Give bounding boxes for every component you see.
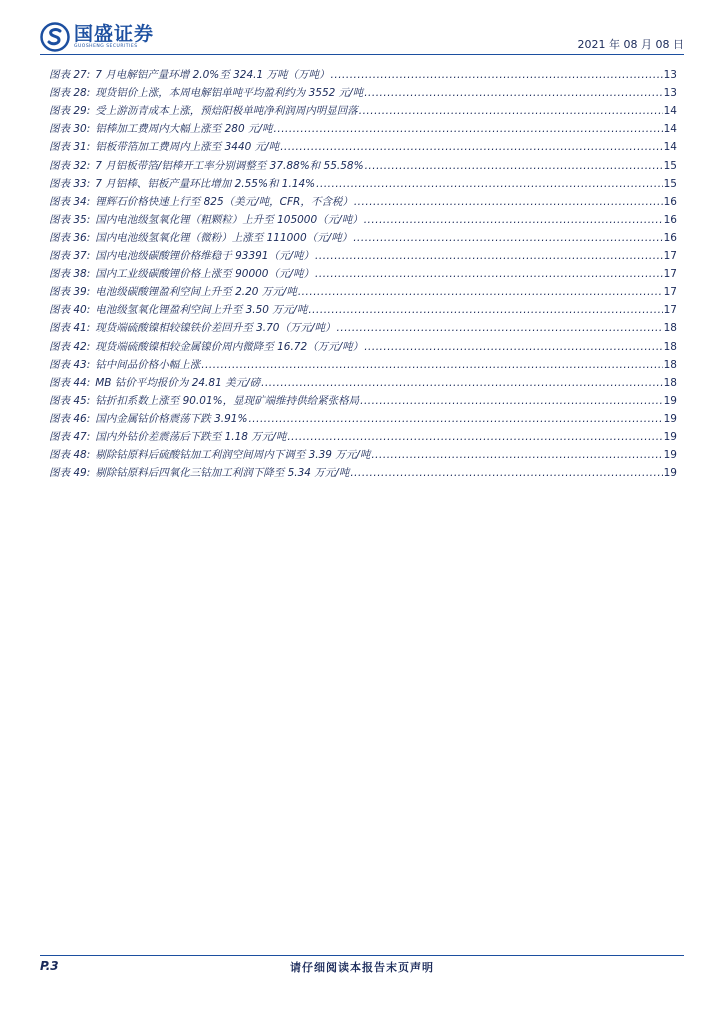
toc-entry-title: 7 月电解铝产量环增 2.0%至 324.1 万吨（万吨） — [95, 69, 330, 82]
toc-entry-title: 锂辉石价格快速上行至 825（美元/吨，CFR，不含税） — [95, 195, 353, 208]
toc-leader-dots — [274, 123, 663, 136]
toc-entry-page: 17 — [663, 286, 677, 299]
toc-entry[interactable] — [49, 118, 677, 136]
logo-chinese-name: 国盛证券 — [74, 23, 155, 45]
toc-entry-label: 图表 43: — [49, 358, 91, 371]
toc-entry-page: 16 — [663, 213, 677, 226]
toc-entry[interactable] — [49, 444, 677, 462]
toc-leader-dots — [354, 196, 663, 209]
toc-entry-page: 17 — [663, 268, 677, 281]
toc-entry-page: 19 — [663, 412, 677, 425]
toc-entry[interactable] — [49, 191, 677, 209]
toc-entry-title: 国内金属钴价格震荡下跌 3.91% — [95, 412, 248, 425]
toc-entry-title: 国内工业级碳酸锂价格上涨至 90000（元/吨） — [95, 268, 315, 281]
toc-entry-title: 现货铝价上涨，本周电解铝单吨平均盈利约为 3552 元/吨 — [95, 87, 364, 100]
toc-leader-dots — [364, 214, 663, 227]
toc-entry[interactable] — [49, 354, 677, 372]
toc-entry-page: 17 — [663, 304, 677, 317]
toc-leader-dots — [331, 69, 663, 82]
toc-leader-dots — [280, 141, 662, 154]
toc-entry-title: 电池级碳酸锂盈利空间上升至 2.20 万元/吨 — [95, 286, 297, 299]
toc-entry-page: 13 — [663, 69, 677, 82]
toc-entry[interactable] — [49, 462, 677, 480]
toc-entry-title: 剔除钴原料后四氧化三钴加工利润下降至 5.34 万元/吨 — [95, 467, 350, 480]
toc-leader-dots — [201, 359, 662, 372]
toc-leader-dots — [364, 87, 662, 100]
toc-entry-label: 图表 36: — [49, 231, 91, 244]
toc-entry-label: 图表 33: — [49, 177, 91, 190]
toc-entry-page: 14 — [663, 123, 677, 136]
toc-entry-page: 16 — [663, 195, 677, 208]
toc-leader-dots — [315, 268, 663, 281]
toc-leader-dots — [261, 377, 663, 390]
toc-entry-page: 13 — [663, 87, 677, 100]
toc-entry-label: 图表 42: — [49, 340, 91, 353]
toc-entry-title: 国内外钴价差震荡后下跌至 1.18 万元/吨 — [95, 430, 287, 443]
toc-entry-title: 铝棒加工费周内大幅上涨至 280 元/吨 — [95, 123, 273, 136]
toc-entry-page: 19 — [663, 394, 677, 407]
toc-entry-label: 图表 46: — [49, 412, 91, 425]
toc-entry-page: 15 — [663, 159, 677, 172]
toc-entry-title: 钴折扣系数上涨至 90.01%，显现矿端维持供给紧张格局 — [95, 394, 360, 407]
toc-leader-dots — [364, 341, 662, 354]
toc-entry-label: 图表 27: — [49, 69, 91, 82]
toc-entry-title: MB 钴价平均报价为 24.81 美元/磅 — [95, 376, 261, 389]
chart-index-list — [49, 64, 677, 480]
toc-entry[interactable] — [49, 82, 677, 100]
toc-entry-page: 19 — [663, 467, 677, 480]
toc-entry-page: 14 — [663, 141, 677, 154]
toc-entry[interactable] — [49, 245, 677, 263]
toc-entry-label: 图表 35: — [49, 213, 91, 226]
toc-entry-label: 图表 41: — [49, 322, 91, 335]
toc-entry-label: 图表 30: — [49, 123, 91, 136]
toc-entry-page: 18 — [663, 376, 677, 389]
toc-entry-title: 钴中间品价格小幅上涨 — [95, 358, 201, 371]
toc-entry-title: 受上游沥青成本上涨，预焙阳极单吨净利润周内明显回落 — [95, 105, 358, 118]
toc-entry-title: 剔除钴原料后硫酸钴加工利润空间周内下调至 3.39 万元/吨 — [95, 449, 371, 462]
toc-entry[interactable] — [49, 154, 677, 172]
disclaimer-note: 请仔细阅读本报告末页声明 — [290, 961, 434, 974]
toc-entry[interactable] — [49, 173, 677, 191]
toc-leader-dots — [371, 449, 662, 462]
company-logo — [40, 22, 154, 52]
toc-leader-dots — [248, 413, 662, 426]
toc-entry-label: 图表 31: — [49, 141, 91, 154]
toc-leader-dots — [337, 322, 663, 335]
toc-entry-title: 电池级氢氧化锂盈利空间上升至 3.50 万元/吨 — [95, 304, 308, 317]
toc-entry-label: 图表 49: — [49, 467, 91, 480]
footer-divider — [40, 955, 684, 956]
report-date: 2021 年 08 月 08 日 — [577, 38, 684, 51]
toc-entry[interactable] — [49, 317, 677, 335]
toc-entry-label: 图表 28: — [49, 87, 91, 100]
toc-entry[interactable] — [49, 390, 677, 408]
toc-entry-title: 7 月铝板带箔/铝棒开工率分别调整至 37.88%和 55.58% — [95, 159, 364, 172]
toc-entry-label: 图表 29: — [49, 105, 91, 118]
toc-entry-title: 现货端硫酸镍相较金属镍价周内微降至 16.72（万元/吨） — [95, 340, 364, 353]
page-header — [0, 0, 724, 60]
toc-entry[interactable] — [49, 100, 677, 118]
toc-entry[interactable] — [49, 136, 677, 154]
toc-entry-title: 7 月铝棒、铝板产量环比增加 2.55%和 1.14% — [95, 177, 316, 190]
toc-entry[interactable] — [49, 335, 677, 353]
toc-entry-page: 19 — [663, 430, 677, 443]
page-number: P.3 — [40, 959, 59, 973]
toc-entry-page: 19 — [663, 449, 677, 462]
toc-entry-label: 图表 32: — [49, 159, 91, 172]
toc-entry[interactable] — [49, 372, 677, 390]
toc-leader-dots — [287, 431, 662, 444]
toc-entry-title: 现货端硫酸镍相较镍铁价差回升至 3.70（万元/吨） — [95, 322, 336, 335]
toc-leader-dots — [308, 304, 662, 317]
toc-entry-page: 14 — [663, 105, 677, 118]
toc-entry[interactable] — [49, 408, 677, 426]
toc-entry-title: 国内电池级氢氧化锂（粗颗粒）上升至 105000（元/吨） — [95, 213, 363, 226]
guosheng-logo-icon — [40, 22, 70, 52]
toc-entry-title: 国内电池级碳酸锂价格维稳于 93391（元/吨） — [95, 250, 315, 263]
toc-entry-label: 图表 48: — [49, 449, 91, 462]
toc-leader-dots — [353, 232, 662, 245]
toc-entry-title: 铝板带箔加工费周内上涨至 3440 元/吨 — [95, 141, 280, 154]
toc-entry-label: 图表 39: — [49, 286, 91, 299]
toc-leader-dots — [315, 250, 663, 263]
toc-entry[interactable] — [49, 281, 677, 299]
header-divider — [40, 54, 684, 55]
toc-entry-label: 图表 40: — [49, 304, 91, 317]
toc-entry[interactable] — [49, 426, 677, 444]
toc-leader-dots — [360, 395, 663, 408]
toc-entry-label: 图表 34: — [49, 195, 91, 208]
toc-leader-dots — [316, 178, 662, 191]
toc-entry-page: 18 — [663, 340, 677, 353]
toc-entry[interactable] — [49, 227, 677, 245]
toc-entry[interactable] — [49, 209, 677, 227]
logo-english-name: GUOSHENG SECURITIES — [74, 44, 138, 49]
toc-entry[interactable] — [49, 299, 677, 317]
toc-entry-label: 图表 38: — [49, 268, 91, 281]
toc-entry-label: 图表 37: — [49, 250, 91, 263]
toc-leader-dots — [365, 160, 663, 173]
toc-leader-dots — [359, 105, 663, 118]
toc-entry-label: 图表 47: — [49, 430, 91, 443]
toc-entry-page: 17 — [663, 250, 677, 263]
toc-leader-dots — [298, 286, 663, 299]
toc-entry-title: 国内电池级氢氧化锂（微粉）上涨至 111000（元/吨） — [95, 231, 353, 244]
toc-entry[interactable] — [49, 64, 677, 82]
toc-entry-page: 18 — [663, 358, 677, 371]
toc-entry-page: 15 — [663, 177, 677, 190]
toc-entry-label: 图表 45: — [49, 394, 91, 407]
toc-entry-label: 图表 44: — [49, 376, 91, 389]
toc-entry-page: 18 — [663, 322, 677, 335]
toc-entry-page: 16 — [663, 231, 677, 244]
toc-leader-dots — [350, 467, 662, 480]
toc-entry[interactable] — [49, 263, 677, 281]
